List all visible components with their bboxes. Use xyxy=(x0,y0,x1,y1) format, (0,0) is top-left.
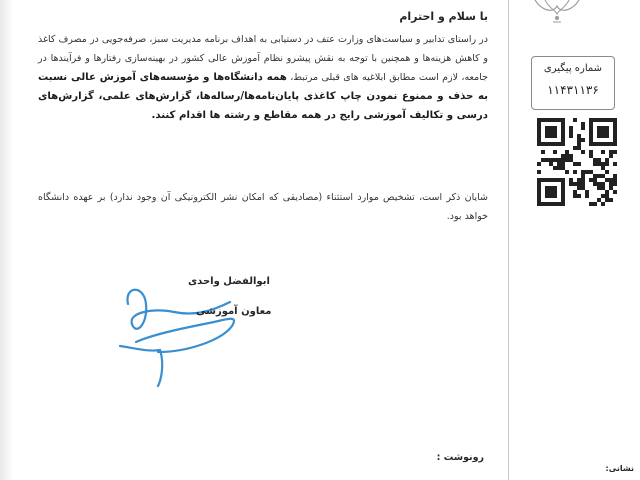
paragraph-main xyxy=(38,30,488,180)
cc-label: رونوشت : xyxy=(436,452,484,463)
signer-name: ابوالفضل واحدی xyxy=(188,276,270,287)
letter-sidebar xyxy=(509,0,640,480)
tracking-number: ۱۱۴۳۱۱۳۶ xyxy=(547,83,599,97)
page-edge-shadow xyxy=(0,0,14,480)
letter-body xyxy=(36,6,488,480)
handwritten-signature xyxy=(114,282,244,392)
qr-code-icon xyxy=(537,118,617,208)
paragraph-main-plain: در راستای تدابیر و سیاست‌های وزارت عتف در دستیابی به اهداف برنامه مدیریت سبز، صرفه‌جویی در مصرف کاغذ و کاهش هزینه‌ها و همچنین با توجه به نقش پیشرو نظام آموزش عالی کشور در بهینه‌سازی رفتارها و فرآیندها در جامعه، لازم است مطابق ابلاغیه های قبلی مرتبط، xyxy=(38,34,488,83)
salutation: با سلام و احترام xyxy=(399,10,488,23)
tracking-number-box xyxy=(531,56,615,110)
university-emblem-icon xyxy=(527,0,587,24)
paragraph-note: شایان ذکر است، تشخیص موارد استثناء (مصادیقی که امکان نشر الکترونیکی آن وجود ندارد) بر عهده دانشگاه خواهد بود. xyxy=(38,192,488,222)
address-label: نشانی: xyxy=(605,464,634,473)
signer-title: معاون آموزشی xyxy=(196,306,272,317)
paragraph-main-bold: همه دانشگاه‌ها و مؤسسه‌های آموزش عالی نسبت به حذف و ممنوع نمودن چاپ کاغذی پایان‌نامه‌ها/رساله‌ها، گزارش‌های علمی، گزارش‌های درسی و تکالیف آموزشی رایج در همه مقاطع و رشته ها اقدام کنند. xyxy=(38,72,488,121)
tracking-label: شماره پیگیری xyxy=(543,63,603,74)
